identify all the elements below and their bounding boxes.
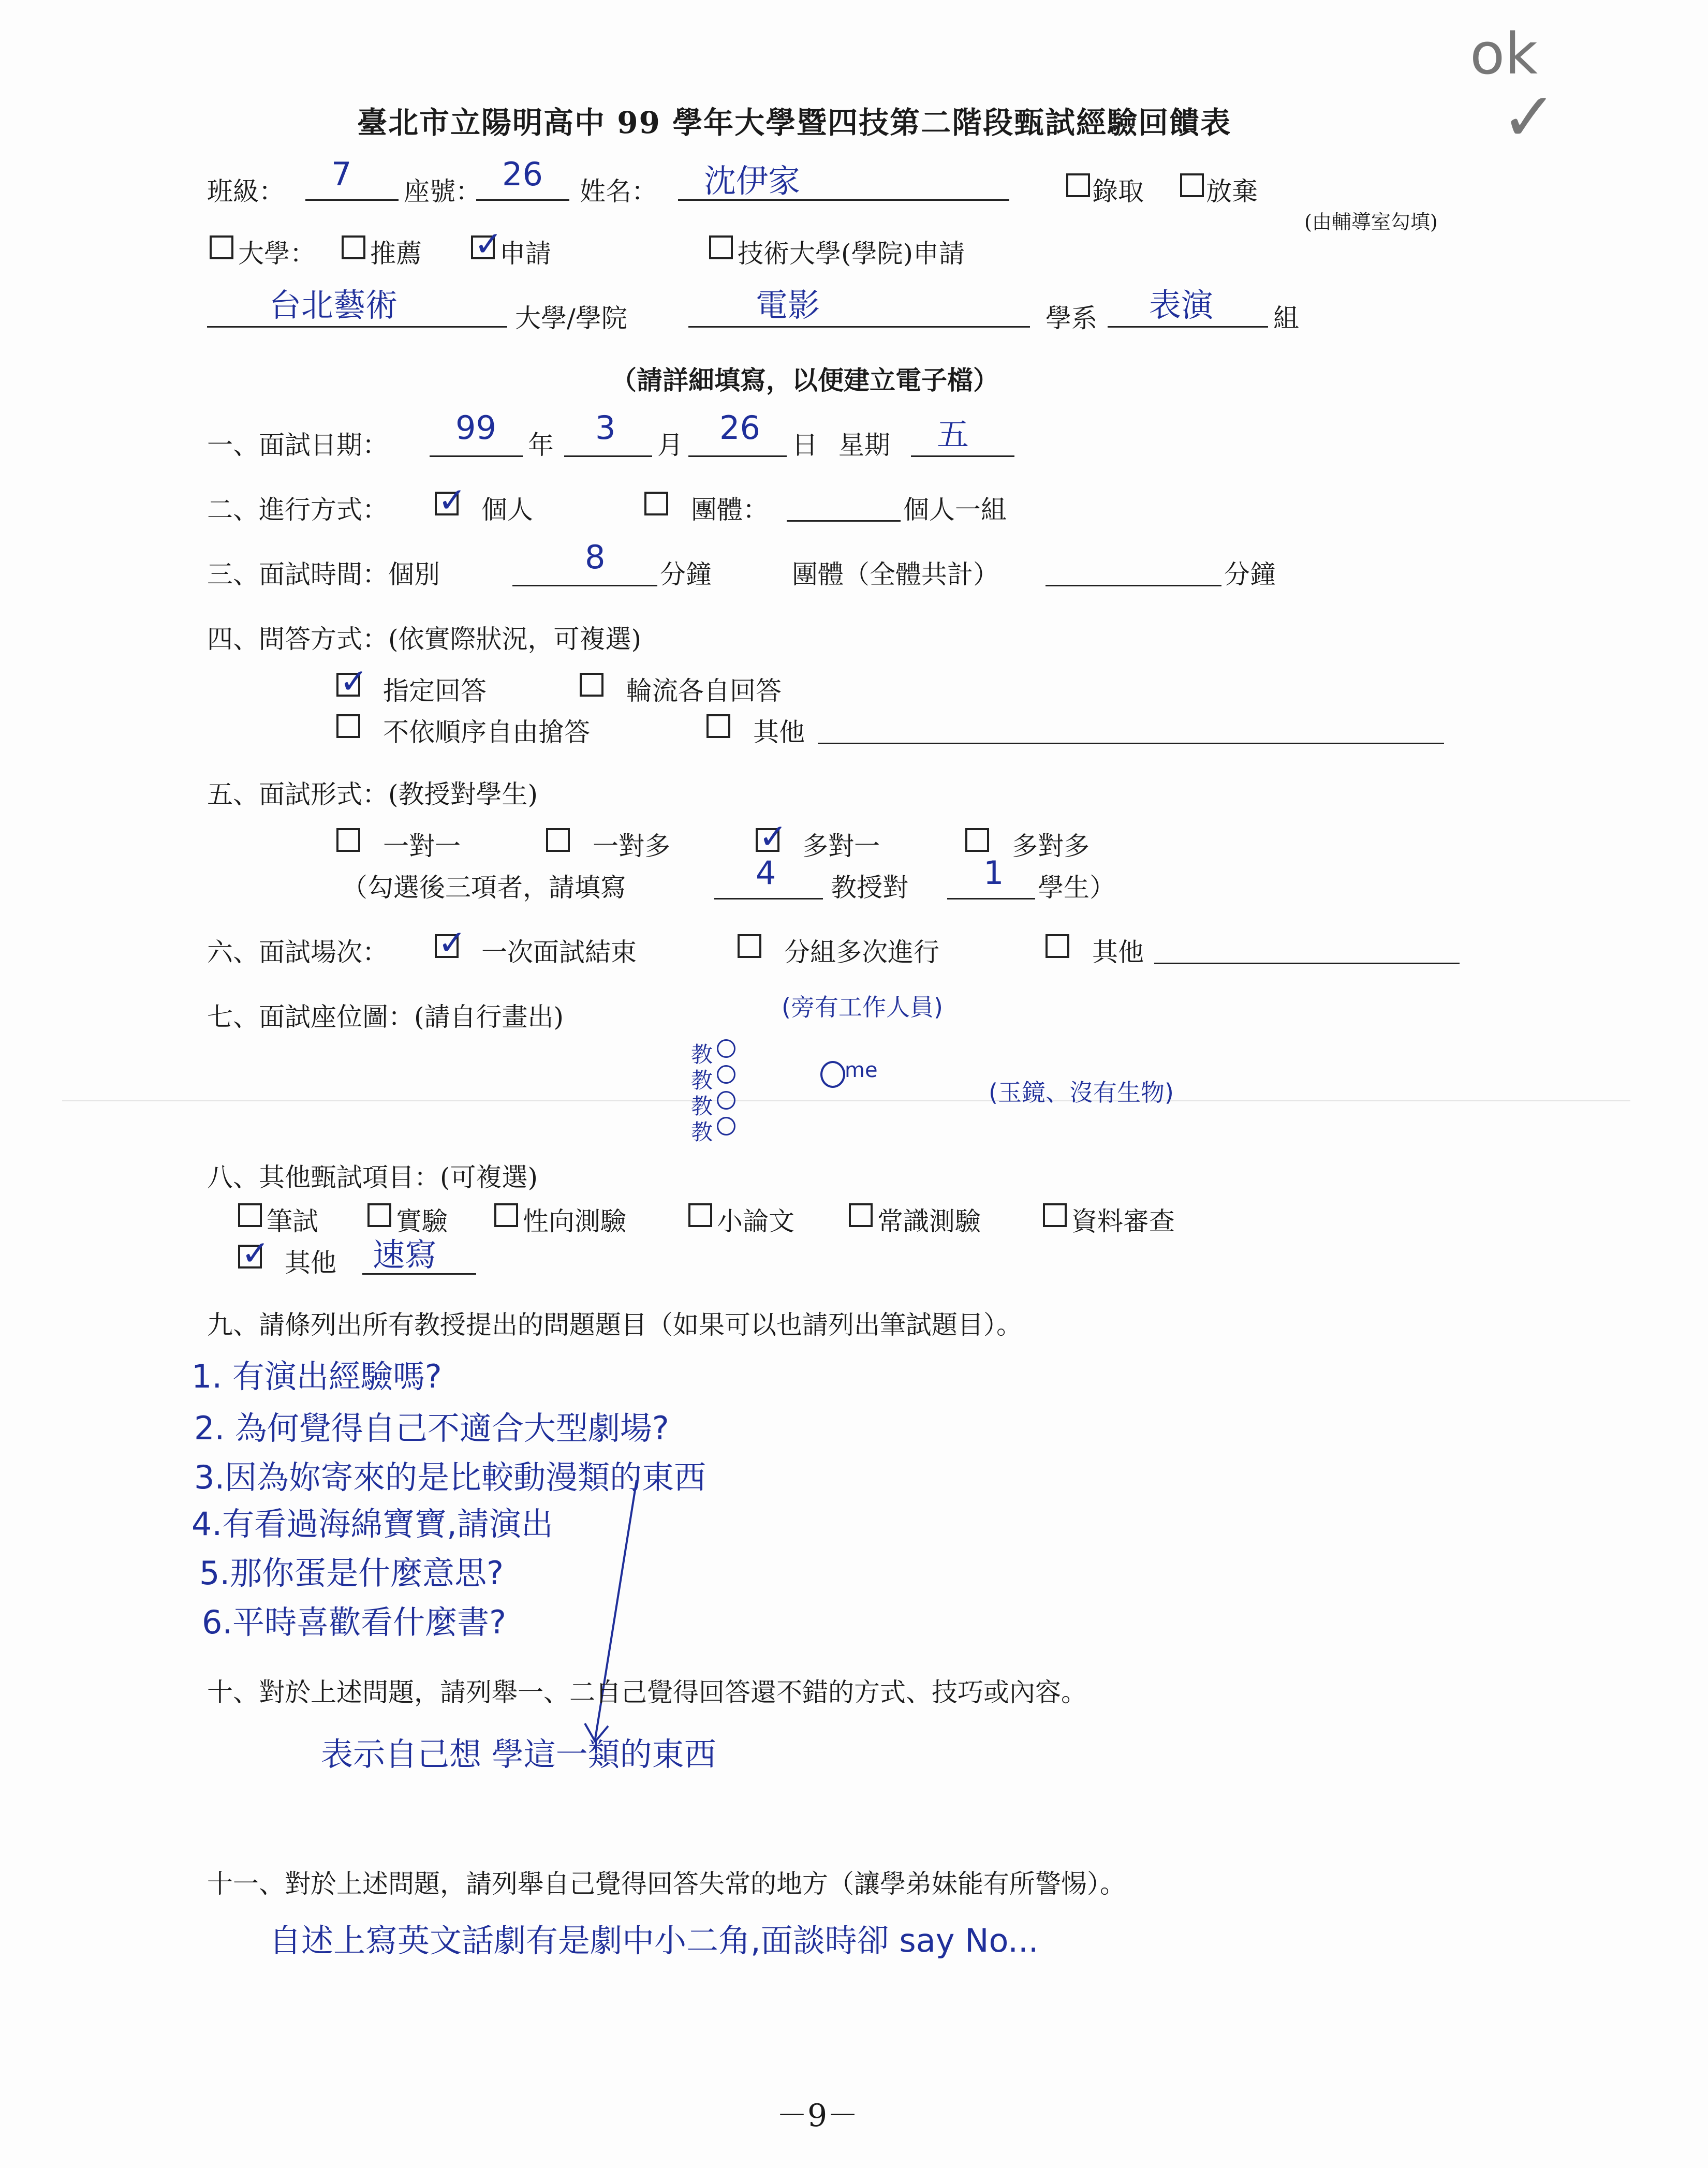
q7-seat-1: 教	[691, 1042, 713, 1067]
q4-other-line	[818, 743, 1444, 744]
abandon-label: 放棄	[1206, 176, 1258, 207]
q5-note-prefix: （勾選後三項者，請填寫	[342, 873, 626, 903]
group-line	[1108, 326, 1268, 328]
fold-crease	[62, 1100, 1630, 1101]
q8-opt2-checkbox[interactable]	[367, 1203, 391, 1227]
form-title: 臺北市立陽明高中 99 學年大學暨四技第二階段甄試經驗回饋表	[357, 105, 1232, 140]
q5-opt2-checkbox[interactable]	[546, 828, 570, 852]
q5-student-line	[947, 898, 1035, 899]
q7-circle-4	[717, 1117, 735, 1135]
q8-opt7-checkbox[interactable]	[238, 1233, 270, 1273]
admitted-label: 錄取	[1092, 176, 1144, 207]
q5-opt4-checkbox[interactable]	[965, 828, 989, 852]
name-value: 沈伊家	[704, 162, 801, 200]
q8-opt6: 資料審查	[1071, 1206, 1175, 1236]
q7-seat-3: 教	[691, 1094, 713, 1119]
q2-group-line	[787, 520, 901, 522]
name-label: 姓名：	[580, 176, 657, 207]
individual-check-mark: ✓	[438, 480, 467, 520]
q1-year-line	[430, 455, 523, 457]
apply-label: 申請	[499, 239, 551, 269]
seat-value: 26	[502, 155, 543, 193]
q3-minutes: 8	[585, 538, 606, 576]
q5-opt2: 一對多	[593, 831, 670, 861]
q5-opt3-check-mark: ✓	[759, 817, 788, 857]
q7-circle-2	[717, 1065, 735, 1084]
q1-month: 3	[595, 409, 616, 447]
fill-notice: （請詳細填寫，以便建立電子檔）	[611, 365, 999, 395]
q8-opt7-check-mark: ✓	[241, 1233, 270, 1273]
q7-staff-note: (旁有工作人員)	[782, 993, 943, 1021]
q2-group: 團體：	[691, 495, 769, 525]
q1-month-line	[564, 455, 652, 457]
q8-opt4: 小論文	[717, 1206, 794, 1236]
q1-year-unit: 年	[528, 430, 554, 460]
q3-minutes-line	[512, 585, 657, 586]
q2-individual: 個人	[481, 495, 533, 525]
q8-opt4-checkbox[interactable]	[688, 1203, 712, 1227]
q1-month-unit: 月	[657, 430, 683, 460]
q9-answer-4: 4.有看過海綿寶寶,請演出	[192, 1505, 553, 1543]
q5-label: 五、面試形式：(教授對學生)	[207, 779, 538, 809]
q7-me-circle	[820, 1061, 845, 1088]
q7-seat-circles	[717, 1039, 734, 1140]
q2-group-suffix: 個人一組	[903, 495, 1007, 525]
q4-opt2: 輪流各自回答	[626, 676, 782, 706]
q11-answer: 自述上寫英文話劇有是劇中小二角,面談時卻 say No...	[269, 1922, 1039, 1959]
apply-check-mark: ✓	[474, 224, 503, 264]
q6-other-line	[1154, 963, 1460, 964]
q4-opt4-checkbox[interactable]	[706, 714, 730, 738]
q7-seat-4: 教	[691, 1119, 713, 1145]
dept-line	[688, 326, 1030, 328]
q5-opt3-checkbox[interactable]	[756, 817, 788, 857]
q6-opt2-checkbox[interactable]	[738, 934, 761, 958]
q5-prof-line	[714, 898, 823, 899]
page-number: －9－	[776, 2098, 859, 2134]
corner-mark: ok	[1470, 21, 1538, 87]
group-value: 表演	[1149, 286, 1214, 324]
q4-opt1-checkbox[interactable]	[336, 661, 369, 701]
q3-group-label: 團體（全體共計）	[792, 559, 999, 589]
q11-label: 十一、對於上述問題，請列舉自己覺得回答失常的地方（讓學弟妹能有所警惕）。	[207, 1869, 1126, 1899]
seat-line	[476, 199, 569, 201]
q1-weekday-label: 星期	[838, 430, 890, 460]
school-suffix: 大學/學院	[515, 303, 627, 333]
class-value: 7	[331, 155, 352, 193]
apply-checkbox[interactable]	[471, 224, 503, 264]
q7-side-note: (玉鏡、沒有生物)	[989, 1079, 1174, 1107]
q9-answer-2: 2. 為何覺得自己不適合大型劇場?	[194, 1409, 669, 1447]
school-line	[207, 326, 507, 328]
q3-min-unit: 分鐘	[660, 559, 712, 589]
q7-seat-2: 教	[691, 1068, 713, 1093]
q5-prof-count: 4	[756, 854, 776, 892]
q8-opt2: 實驗	[396, 1206, 448, 1236]
q8-opt1-checkbox[interactable]	[238, 1203, 262, 1227]
q5-prof-label: 教授對	[831, 873, 908, 903]
q8-opt5: 常識測驗	[877, 1206, 981, 1236]
q5-student-label: 學生）	[1038, 873, 1115, 903]
q5-opt4: 多對多	[1012, 831, 1089, 861]
q9-answer-5: 5.那你蛋是什麼意思?	[199, 1554, 504, 1592]
q1-day-line	[688, 455, 787, 457]
q4-opt4: 其他	[753, 717, 805, 747]
q9-answer-6: 6.平時喜歡看什麼書?	[202, 1603, 507, 1641]
q8-other-value: 速寫	[373, 1236, 437, 1274]
recommend-label: 推薦	[370, 239, 422, 269]
school-value: 台北藝術	[269, 286, 398, 324]
q8-opt5-checkbox[interactable]	[849, 1203, 873, 1227]
q4-opt3: 不依順序自由搶答	[383, 717, 590, 747]
q1-weekday: 五	[937, 416, 969, 453]
tech-label: 技術大學(學院)申請	[738, 239, 965, 269]
q9-label: 九、請條列出所有教授提出的問題題目（如果可以也請列出筆試題目）。	[207, 1310, 1022, 1340]
q7-me-label: me	[845, 1058, 878, 1082]
q8-opt3-checkbox[interactable]	[494, 1203, 518, 1227]
q3-group-line	[1046, 585, 1221, 586]
q9-answer-1: 1. 有演出經驗嗎?	[192, 1358, 442, 1395]
q6-opt3: 其他	[1092, 937, 1144, 967]
q7-circle-3	[717, 1091, 735, 1110]
q7-circle-1	[717, 1039, 735, 1058]
university-checkbox[interactable]	[210, 235, 233, 259]
dept-suffix: 學系	[1046, 303, 1097, 333]
q7-label: 七、面試座位圖：(請自行畫出)	[207, 1002, 564, 1032]
q1-weekday-line	[911, 455, 1014, 457]
q6-opt1: 一次面試結束	[481, 937, 637, 967]
q10-label: 十、對於上述問題，請列舉一、二自己覺得回答還不錯的方式、技巧或內容。	[207, 1677, 1087, 1707]
q1-label: 一、面試日期：	[207, 430, 388, 460]
q5-opt1: 一對一	[383, 831, 461, 861]
q3-label: 三、面試時間：個別	[207, 559, 440, 589]
q8-opt6-checkbox[interactable]	[1043, 1203, 1067, 1227]
admitted-checkbox[interactable]	[1066, 173, 1090, 197]
q4-opt3-checkbox[interactable]	[336, 714, 360, 738]
q4-label: 四、問答方式：(依實際狀況，可複選)	[207, 624, 642, 654]
q1-day: 26	[719, 409, 760, 447]
q6-opt3-checkbox[interactable]	[1046, 934, 1069, 958]
recommend-checkbox[interactable]	[342, 235, 365, 259]
q5-opt1-checkbox[interactable]	[336, 828, 360, 852]
abandon-checkbox[interactable]	[1180, 173, 1204, 197]
q1-day-unit: 日	[792, 430, 818, 460]
q8-opt7: 其他	[285, 1248, 336, 1278]
group-checkbox[interactable]	[644, 492, 668, 515]
individual-checkbox[interactable]	[435, 480, 467, 520]
q1-year: 99	[455, 409, 496, 447]
q5-opt3: 多對一	[802, 831, 880, 861]
q9-answer-3: 3.因為妳寄來的是比較動漫類的東西	[194, 1458, 706, 1496]
q6-opt1-check-mark: ✓	[438, 923, 467, 963]
university-label: 大學：	[238, 239, 316, 269]
q4-opt1-check-mark: ✓	[340, 661, 369, 701]
q2-label: 二、進行方式：	[207, 495, 388, 525]
q6-opt1-checkbox[interactable]	[435, 923, 467, 963]
class-label: 班級：	[207, 176, 285, 207]
counsel-note: (由輔導室勾填)	[1304, 211, 1438, 233]
dept-value: 電影	[756, 286, 820, 324]
q8-opt3: 性向測驗	[523, 1206, 626, 1236]
seat-label: 座號：	[404, 176, 481, 207]
q5-student-count: 1	[983, 854, 1004, 892]
q3-group-unit: 分鐘	[1224, 559, 1276, 589]
q8-opt1: 筆試	[267, 1206, 318, 1236]
q6-opt2: 分組多次進行	[784, 937, 939, 967]
q4-opt1: 指定回答	[383, 676, 487, 706]
corner-check-mark: ✓	[1501, 78, 1557, 156]
q10-answer: 表示自己想 學這一類的東西	[321, 1735, 716, 1773]
q6-label: 六、面試場次：	[207, 937, 388, 967]
class-line	[305, 199, 399, 201]
q4-opt2-checkbox[interactable]	[580, 673, 603, 697]
q8-label: 八、其他甄試項目：(可複選)	[207, 1162, 538, 1192]
tech-checkbox[interactable]	[709, 235, 733, 259]
q9-arrow	[580, 1480, 652, 1749]
group-suffix: 組	[1273, 303, 1299, 333]
